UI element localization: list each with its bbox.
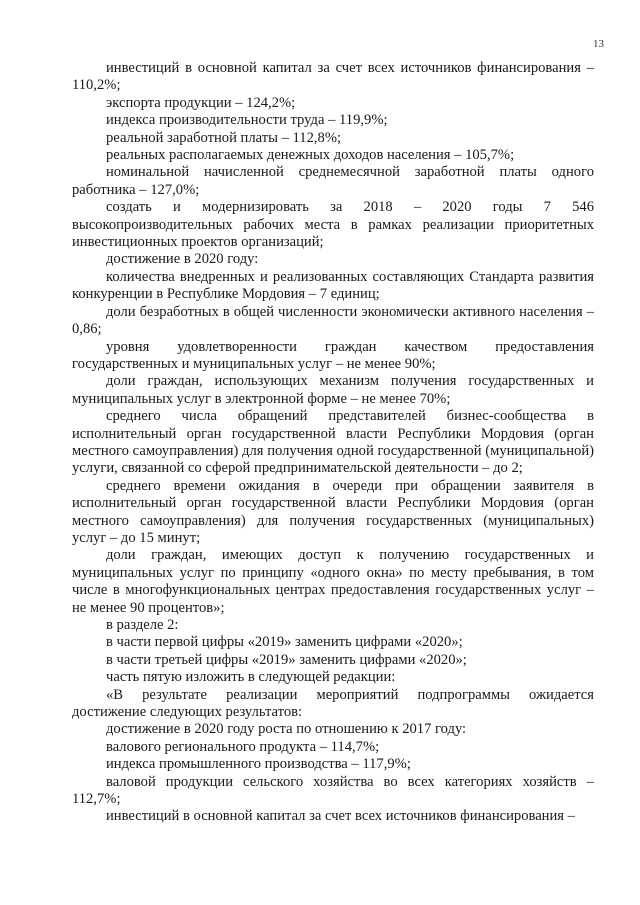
paragraph: создать и модернизировать за 2018 – 2020 годы 7 546 высокопроизводительных рабочих места в рамках реализации приоритетных инвестиционных проектов организаций; bbox=[72, 199, 594, 251]
paragraph: среднего числа обращений представителей бизнес-сообщества в исполнительный орган государственной власти Республики Мордовия (орган местного самоуправления) для получения одной государственной (муниципальной) услуги, связанной со сферой предпринимательской деятельности – до 2; bbox=[72, 408, 594, 477]
paragraph: номинальной начисленной среднемесячной заработной платы одного работника – 127,0%; bbox=[72, 164, 594, 198]
paragraph: реальных располагаемых денежных доходов населения – 105,7%; bbox=[106, 147, 515, 164]
paragraph: экспорта продукции – 124,2%; bbox=[106, 94, 296, 111]
paragraph: количества внедренных и реализованных составляющих Стандарта развития конкуренции в Республике Мордовия – 7 единиц; bbox=[72, 268, 594, 303]
paragraph: доли граждан, имеющих доступ к получению государственных и муниципальных услуг по принципу «одного окна» по месту пребывания, в том числе в многофункциональных центрах предоставления государственных услуг – не менее 90 процентов»; bbox=[72, 547, 594, 616]
paragraph: валового регионального продукта – 114,7%; bbox=[106, 738, 380, 755]
paragraph: в части первой цифры «2019» заменить цифрами «2020»; bbox=[106, 634, 463, 651]
paragraph: достижение в 2020 году: bbox=[106, 251, 259, 268]
paragraph: в части третьей цифры «2019» заменить цифрами «2020»; bbox=[106, 651, 467, 668]
paragraph: валовой продукции сельского хозяйства во всех категориях хозяйств – 112,7%; bbox=[72, 773, 594, 808]
paragraph: индекса производительности труда – 119,9%; bbox=[106, 112, 388, 129]
paragraph: среднего времени ожидания в очереди при обращении заявителя в исполнительный орган государственной власти Республики Мордовия (орган местного самоуправления) для получения государственных (муниципальных) услуг – до 15 минут; bbox=[72, 477, 594, 546]
paragraph: часть пятую изложить в следующей редакции: bbox=[106, 669, 396, 686]
paragraph: «В результате реализации мероприятий подпрограммы ожидается достижение следующих результатов: bbox=[72, 686, 594, 721]
document-body bbox=[72, 60, 594, 826]
paragraph: доли граждан, использующих механизм получения государственных и муниципальных услуг в электронной форме – не менее 70%; bbox=[72, 373, 594, 407]
paragraph: инвестиций в основной капитал за счет всех источников финансирования – bbox=[106, 808, 575, 825]
paragraph: реальной заработной платы – 112,8%; bbox=[106, 129, 342, 146]
paragraph: индекса промышленного производства – 117,9%; bbox=[106, 756, 411, 773]
paragraph: достижение в 2020 году роста по отношению к 2017 году: bbox=[106, 721, 467, 738]
page-number: 13 bbox=[593, 38, 604, 50]
paragraph: инвестиций в основной капитал за счет всех источников финансирования – 110,2%; bbox=[72, 60, 594, 94]
paragraph: в разделе 2: bbox=[106, 617, 179, 633]
paragraph: уровня удовлетворенности граждан качеством предоставления государственных и муниципальных услуг – не менее 90%; bbox=[72, 338, 594, 372]
paragraph: доли безработных в общей численности экономически активного населения – 0,86; bbox=[72, 303, 594, 338]
